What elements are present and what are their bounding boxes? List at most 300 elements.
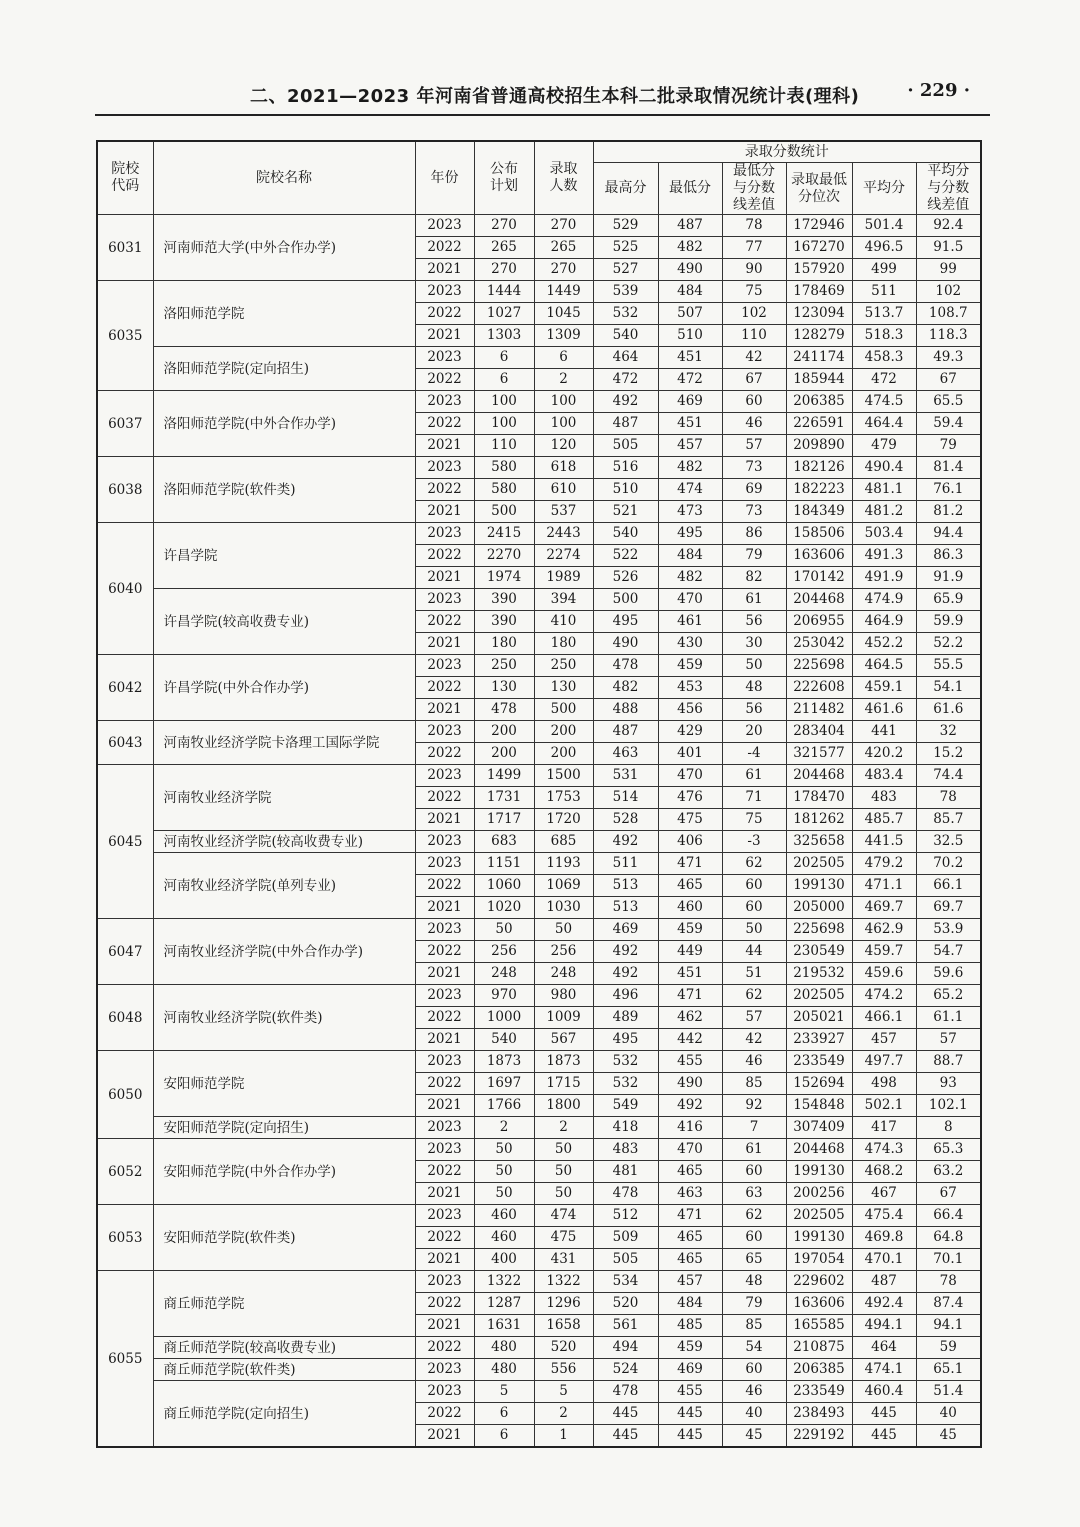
min-diff-cell: 62 xyxy=(722,1205,786,1227)
avg-score-cell: 469.7 xyxy=(852,897,916,919)
min-rank-cell: 206385 xyxy=(786,391,852,413)
school-name: 安阳师范学院(软件类) xyxy=(153,1205,415,1271)
header-min-diff: 最低分 与分数 线差值 xyxy=(722,163,786,215)
plan-cell: 1322 xyxy=(474,1271,534,1293)
max-score-cell: 492 xyxy=(593,941,658,963)
max-score-cell: 487 xyxy=(593,721,658,743)
plan-cell: 200 xyxy=(474,743,534,765)
admitted-cell: 1500 xyxy=(534,765,593,787)
plan-cell: 6 xyxy=(474,347,534,369)
min-rank-cell: 167270 xyxy=(786,237,852,259)
min-diff-cell: 44 xyxy=(722,941,786,963)
year-cell: 2022 xyxy=(415,545,474,567)
year-cell: 2021 xyxy=(415,567,474,589)
min-rank-cell: 205021 xyxy=(786,1007,852,1029)
max-score-cell: 529 xyxy=(593,215,658,237)
plan-cell: 1873 xyxy=(474,1051,534,1073)
school-name: 河南牧业经济学院 xyxy=(153,765,415,831)
plan-cell: 1287 xyxy=(474,1293,534,1315)
header-min-rank: 录取最低 分位次 xyxy=(786,163,852,215)
year-cell: 2021 xyxy=(415,699,474,721)
school-name: 洛阳师范学院(软件类) xyxy=(153,457,415,523)
year-cell: 2023 xyxy=(415,985,474,1007)
min-rank-cell: 229192 xyxy=(786,1425,852,1448)
min-score-cell: 451 xyxy=(658,413,722,435)
plan-cell: 256 xyxy=(474,941,534,963)
avg-score-cell: 491.9 xyxy=(852,567,916,589)
max-score-cell: 532 xyxy=(593,303,658,325)
min-rank-cell: 157920 xyxy=(786,259,852,281)
min-diff-cell: -3 xyxy=(722,831,786,853)
plan-cell: 580 xyxy=(474,479,534,501)
avg-diff-cell: 65.2 xyxy=(916,985,981,1007)
year-cell: 2023 xyxy=(415,853,474,875)
school-name: 洛阳师范学院(定向招生) xyxy=(153,347,415,391)
min-score-cell: 430 xyxy=(658,633,722,655)
max-score-cell: 445 xyxy=(593,1425,658,1448)
avg-diff-cell: 54.7 xyxy=(916,941,981,963)
min-rank-cell: 233927 xyxy=(786,1029,852,1051)
year-cell: 2021 xyxy=(415,897,474,919)
avg-score-cell: 462.9 xyxy=(852,919,916,941)
min-diff-cell: 73 xyxy=(722,501,786,523)
admitted-cell: 556 xyxy=(534,1359,593,1381)
plan-cell: 110 xyxy=(474,435,534,457)
min-diff-cell: 86 xyxy=(722,523,786,545)
avg-score-cell: 474.5 xyxy=(852,391,916,413)
school-code: 6048 xyxy=(97,985,153,1051)
min-diff-cell: 60 xyxy=(722,875,786,897)
min-score-cell: 471 xyxy=(658,853,722,875)
admitted-cell: 1296 xyxy=(534,1293,593,1315)
page-number: · 229 · xyxy=(907,80,970,101)
school-name: 河南牧业经济学院(中外合作办学) xyxy=(153,919,415,985)
header-admitted: 录取 人数 xyxy=(534,141,593,215)
admitted-cell: 120 xyxy=(534,435,593,457)
min-score-cell: 465 xyxy=(658,875,722,897)
avg-diff-cell: 15.2 xyxy=(916,743,981,765)
min-diff-cell: 57 xyxy=(722,1007,786,1029)
max-score-cell: 512 xyxy=(593,1205,658,1227)
table-row xyxy=(97,1337,981,1359)
avg-score-cell: 498 xyxy=(852,1073,916,1095)
avg-diff-cell: 55.5 xyxy=(916,655,981,677)
avg-diff-cell: 59.6 xyxy=(916,963,981,985)
min-diff-cell: 42 xyxy=(722,1029,786,1051)
admitted-cell: 50 xyxy=(534,1139,593,1161)
max-score-cell: 418 xyxy=(593,1117,658,1139)
min-rank-cell: 202505 xyxy=(786,853,852,875)
min-diff-cell: 60 xyxy=(722,1227,786,1249)
admitted-cell: 1030 xyxy=(534,897,593,919)
min-diff-cell: 54 xyxy=(722,1337,786,1359)
admitted-cell: 474 xyxy=(534,1205,593,1227)
admitted-cell: 50 xyxy=(534,1183,593,1205)
admitted-cell: 200 xyxy=(534,743,593,765)
avg-diff-cell: 87.4 xyxy=(916,1293,981,1315)
max-score-cell: 532 xyxy=(593,1073,658,1095)
header-name: 院校名称 xyxy=(153,141,415,215)
plan-cell: 580 xyxy=(474,457,534,479)
year-cell: 2023 xyxy=(415,523,474,545)
table-row xyxy=(97,765,981,787)
plan-cell: 2415 xyxy=(474,523,534,545)
avg-diff-cell: 79 xyxy=(916,435,981,457)
table-row xyxy=(97,1139,981,1161)
year-cell: 2023 xyxy=(415,1117,474,1139)
plan-cell: 6 xyxy=(474,369,534,391)
avg-diff-cell: 52.2 xyxy=(916,633,981,655)
year-cell: 2023 xyxy=(415,721,474,743)
max-score-cell: 524 xyxy=(593,1359,658,1381)
school-code: 6035 xyxy=(97,281,153,391)
year-cell: 2021 xyxy=(415,501,474,523)
plan-cell: 250 xyxy=(474,655,534,677)
admitted-cell: 100 xyxy=(534,391,593,413)
admitted-cell: 567 xyxy=(534,1029,593,1051)
school-code: 6053 xyxy=(97,1205,153,1271)
avg-diff-cell: 102 xyxy=(916,281,981,303)
avg-score-cell: 417 xyxy=(852,1117,916,1139)
min-score-cell: 445 xyxy=(658,1425,722,1448)
plan-cell: 683 xyxy=(474,831,534,853)
min-score-cell: 465 xyxy=(658,1161,722,1183)
avg-diff-cell: 32.5 xyxy=(916,831,981,853)
year-cell: 2023 xyxy=(415,765,474,787)
plan-cell: 50 xyxy=(474,1183,534,1205)
year-cell: 2022 xyxy=(415,1227,474,1249)
school-code: 6043 xyxy=(97,721,153,765)
min-diff-cell: 75 xyxy=(722,281,786,303)
admitted-cell: 1753 xyxy=(534,787,593,809)
max-score-cell: 531 xyxy=(593,765,658,787)
avg-score-cell: 481.1 xyxy=(852,479,916,501)
admitted-cell: 475 xyxy=(534,1227,593,1249)
min-rank-cell: 172946 xyxy=(786,215,852,237)
admitted-cell: 1989 xyxy=(534,567,593,589)
min-score-cell: 445 xyxy=(658,1403,722,1425)
plan-cell: 500 xyxy=(474,501,534,523)
min-score-cell: 490 xyxy=(658,1073,722,1095)
plan-cell: 6 xyxy=(474,1403,534,1425)
avg-score-cell: 503.4 xyxy=(852,523,916,545)
avg-score-cell: 470.1 xyxy=(852,1249,916,1271)
year-cell: 2023 xyxy=(415,1381,474,1403)
school-name: 商丘师范学院(软件类) xyxy=(153,1359,415,1381)
admitted-cell: 50 xyxy=(534,1161,593,1183)
school-name: 洛阳师范学院 xyxy=(153,281,415,347)
min-rank-cell: 209890 xyxy=(786,435,852,457)
year-cell: 2021 xyxy=(415,1249,474,1271)
year-cell: 2021 xyxy=(415,1425,474,1448)
school-code: 6055 xyxy=(97,1271,153,1448)
avg-score-cell: 497.7 xyxy=(852,1051,916,1073)
year-cell: 2023 xyxy=(415,347,474,369)
school-name: 河南牧业经济学院卡洛理工国际学院 xyxy=(153,721,415,765)
avg-score-cell: 501.4 xyxy=(852,215,916,237)
year-cell: 2023 xyxy=(415,1051,474,1073)
min-diff-cell: 62 xyxy=(722,985,786,1007)
year-cell: 2022 xyxy=(415,413,474,435)
school-name: 商丘师范学院 xyxy=(153,1271,415,1337)
year-cell: 2021 xyxy=(415,809,474,831)
avg-score-cell: 496.5 xyxy=(852,237,916,259)
max-score-cell: 514 xyxy=(593,787,658,809)
min-diff-cell: 57 xyxy=(722,435,786,457)
plan-cell: 270 xyxy=(474,259,534,281)
avg-score-cell: 464 xyxy=(852,1337,916,1359)
min-diff-cell: 69 xyxy=(722,479,786,501)
admitted-cell: 1800 xyxy=(534,1095,593,1117)
year-cell: 2023 xyxy=(415,391,474,413)
avg-diff-cell: 40 xyxy=(916,1403,981,1425)
plan-cell: 480 xyxy=(474,1337,534,1359)
admitted-cell: 980 xyxy=(534,985,593,1007)
max-score-cell: 490 xyxy=(593,633,658,655)
avg-diff-cell: 53.9 xyxy=(916,919,981,941)
min-diff-cell: 60 xyxy=(722,1359,786,1381)
min-diff-cell: 67 xyxy=(722,369,786,391)
year-cell: 2022 xyxy=(415,1073,474,1095)
avg-score-cell: 469.8 xyxy=(852,1227,916,1249)
admitted-cell: 431 xyxy=(534,1249,593,1271)
min-diff-cell: 46 xyxy=(722,413,786,435)
max-score-cell: 539 xyxy=(593,281,658,303)
admitted-cell: 1322 xyxy=(534,1271,593,1293)
max-score-cell: 532 xyxy=(593,1051,658,1073)
plan-cell: 1631 xyxy=(474,1315,534,1337)
table-row xyxy=(97,853,981,875)
min-diff-cell: 60 xyxy=(722,391,786,413)
min-rank-cell: 283404 xyxy=(786,721,852,743)
avg-diff-cell: 32 xyxy=(916,721,981,743)
min-rank-cell: 163606 xyxy=(786,1293,852,1315)
min-rank-cell: 204468 xyxy=(786,765,852,787)
max-score-cell: 527 xyxy=(593,259,658,281)
avg-score-cell: 494.1 xyxy=(852,1315,916,1337)
plan-cell: 1766 xyxy=(474,1095,534,1117)
year-cell: 2022 xyxy=(415,787,474,809)
avg-score-cell: 457 xyxy=(852,1029,916,1051)
min-diff-cell: 85 xyxy=(722,1073,786,1095)
min-diff-cell: 51 xyxy=(722,963,786,985)
min-score-cell: 459 xyxy=(658,1337,722,1359)
min-rank-cell: 233549 xyxy=(786,1051,852,1073)
header-code: 院校 代码 xyxy=(97,141,153,215)
max-score-cell: 516 xyxy=(593,457,658,479)
year-cell: 2022 xyxy=(415,479,474,501)
year-cell: 2021 xyxy=(415,1183,474,1205)
admitted-cell: 200 xyxy=(534,721,593,743)
min-score-cell: 416 xyxy=(658,1117,722,1139)
min-score-cell: 457 xyxy=(658,1271,722,1293)
admitted-cell: 2274 xyxy=(534,545,593,567)
max-score-cell: 540 xyxy=(593,523,658,545)
admitted-cell: 256 xyxy=(534,941,593,963)
min-diff-cell: 73 xyxy=(722,457,786,479)
school-name: 河南牧业经济学院(较高收费专业) xyxy=(153,831,415,853)
min-rank-cell: 321577 xyxy=(786,743,852,765)
min-rank-cell: 178469 xyxy=(786,281,852,303)
min-score-cell: 462 xyxy=(658,1007,722,1029)
avg-diff-cell: 61.6 xyxy=(916,699,981,721)
plan-cell: 478 xyxy=(474,699,534,721)
avg-score-cell: 460.4 xyxy=(852,1381,916,1403)
school-name: 河南牧业经济学院(软件类) xyxy=(153,985,415,1051)
min-rank-cell: 241174 xyxy=(786,347,852,369)
min-diff-cell: 61 xyxy=(722,1139,786,1161)
avg-score-cell: 518.3 xyxy=(852,325,916,347)
plan-cell: 100 xyxy=(474,413,534,435)
avg-score-cell: 466.1 xyxy=(852,1007,916,1029)
avg-diff-cell: 8 xyxy=(916,1117,981,1139)
max-score-cell: 540 xyxy=(593,325,658,347)
min-score-cell: 442 xyxy=(658,1029,722,1051)
admitted-cell: 100 xyxy=(534,413,593,435)
min-rank-cell: 123094 xyxy=(786,303,852,325)
table-row xyxy=(97,655,981,677)
max-score-cell: 445 xyxy=(593,1403,658,1425)
min-rank-cell: 325658 xyxy=(786,831,852,853)
plan-cell: 390 xyxy=(474,589,534,611)
admitted-cell: 2 xyxy=(534,369,593,391)
min-diff-cell: -4 xyxy=(722,743,786,765)
min-diff-cell: 40 xyxy=(722,1403,786,1425)
plan-cell: 480 xyxy=(474,1359,534,1381)
max-score-cell: 487 xyxy=(593,413,658,435)
admitted-cell: 1193 xyxy=(534,853,593,875)
avg-score-cell: 481.2 xyxy=(852,501,916,523)
avg-diff-cell: 88.7 xyxy=(916,1051,981,1073)
min-rank-cell: 204468 xyxy=(786,589,852,611)
year-cell: 2021 xyxy=(415,435,474,457)
avg-score-cell: 468.2 xyxy=(852,1161,916,1183)
min-score-cell: 460 xyxy=(658,897,722,919)
avg-diff-cell: 74.4 xyxy=(916,765,981,787)
avg-score-cell: 420.2 xyxy=(852,743,916,765)
min-rank-cell: 204468 xyxy=(786,1139,852,1161)
min-score-cell: 470 xyxy=(658,765,722,787)
avg-score-cell: 459.1 xyxy=(852,677,916,699)
avg-score-cell: 485.7 xyxy=(852,809,916,831)
min-rank-cell: 152694 xyxy=(786,1073,852,1095)
min-rank-cell: 170142 xyxy=(786,567,852,589)
avg-diff-cell: 91.5 xyxy=(916,237,981,259)
avg-score-cell: 499 xyxy=(852,259,916,281)
table-row xyxy=(97,281,981,303)
year-cell: 2022 xyxy=(415,303,474,325)
min-rank-cell: 202505 xyxy=(786,985,852,1007)
avg-diff-cell: 70.1 xyxy=(916,1249,981,1271)
max-score-cell: 509 xyxy=(593,1227,658,1249)
year-cell: 2021 xyxy=(415,1029,474,1051)
avg-diff-cell: 118.3 xyxy=(916,325,981,347)
min-score-cell: 485 xyxy=(658,1315,722,1337)
max-score-cell: 513 xyxy=(593,875,658,897)
min-score-cell: 473 xyxy=(658,501,722,523)
admitted-cell: 265 xyxy=(534,237,593,259)
school-code: 6047 xyxy=(97,919,153,985)
min-score-cell: 455 xyxy=(658,1051,722,1073)
admitted-cell: 1045 xyxy=(534,303,593,325)
avg-diff-cell: 49.3 xyxy=(916,347,981,369)
min-diff-cell: 48 xyxy=(722,1271,786,1293)
min-diff-cell: 62 xyxy=(722,853,786,875)
max-score-cell: 528 xyxy=(593,809,658,831)
year-cell: 2023 xyxy=(415,1139,474,1161)
min-score-cell: 463 xyxy=(658,1183,722,1205)
admitted-cell: 1009 xyxy=(534,1007,593,1029)
table-row xyxy=(97,347,981,369)
min-rank-cell: 206955 xyxy=(786,611,852,633)
min-score-cell: 461 xyxy=(658,611,722,633)
plan-cell: 1697 xyxy=(474,1073,534,1095)
max-score-cell: 494 xyxy=(593,1337,658,1359)
avg-diff-cell: 93 xyxy=(916,1073,981,1095)
header-max: 最高分 xyxy=(593,163,658,215)
plan-cell: 5 xyxy=(474,1381,534,1403)
max-score-cell: 492 xyxy=(593,963,658,985)
avg-diff-cell: 85.7 xyxy=(916,809,981,831)
admitted-cell: 2443 xyxy=(534,523,593,545)
school-code: 6045 xyxy=(97,765,153,919)
avg-diff-cell: 63.2 xyxy=(916,1161,981,1183)
plan-cell: 50 xyxy=(474,919,534,941)
plan-cell: 400 xyxy=(474,1249,534,1271)
avg-score-cell: 511 xyxy=(852,281,916,303)
avg-score-cell: 441 xyxy=(852,721,916,743)
min-score-cell: 469 xyxy=(658,391,722,413)
school-code: 6042 xyxy=(97,655,153,721)
avg-diff-cell: 81.4 xyxy=(916,457,981,479)
min-score-cell: 459 xyxy=(658,655,722,677)
min-diff-cell: 77 xyxy=(722,237,786,259)
min-diff-cell: 110 xyxy=(722,325,786,347)
table-row xyxy=(97,985,981,1007)
table-row xyxy=(97,523,981,545)
min-score-cell: 484 xyxy=(658,1293,722,1315)
header-avg: 平均分 xyxy=(852,163,916,215)
avg-score-cell: 492.4 xyxy=(852,1293,916,1315)
table-row xyxy=(97,831,981,853)
min-rank-cell: 128279 xyxy=(786,325,852,347)
max-score-cell: 500 xyxy=(593,589,658,611)
max-score-cell: 534 xyxy=(593,1271,658,1293)
table-row xyxy=(97,1359,981,1381)
table-row xyxy=(97,1271,981,1293)
avg-diff-cell: 65.9 xyxy=(916,589,981,611)
school-name: 河南师范大学(中外合作办学) xyxy=(153,215,415,281)
avg-score-cell: 474.3 xyxy=(852,1139,916,1161)
avg-diff-cell: 61.1 xyxy=(916,1007,981,1029)
avg-score-cell: 479.2 xyxy=(852,853,916,875)
max-score-cell: 520 xyxy=(593,1293,658,1315)
max-score-cell: 469 xyxy=(593,919,658,941)
max-score-cell: 549 xyxy=(593,1095,658,1117)
min-diff-cell: 63 xyxy=(722,1183,786,1205)
min-rank-cell: 210875 xyxy=(786,1337,852,1359)
avg-score-cell: 491.3 xyxy=(852,545,916,567)
plan-cell: 100 xyxy=(474,391,534,413)
avg-diff-cell: 86.3 xyxy=(916,545,981,567)
header-avg-diff: 平均分 与分数 线差值 xyxy=(916,163,981,215)
min-diff-cell: 65 xyxy=(722,1249,786,1271)
min-diff-cell: 30 xyxy=(722,633,786,655)
min-rank-cell: 181262 xyxy=(786,809,852,831)
min-score-cell: 451 xyxy=(658,963,722,985)
avg-diff-cell: 54.1 xyxy=(916,677,981,699)
table-row xyxy=(97,215,981,237)
